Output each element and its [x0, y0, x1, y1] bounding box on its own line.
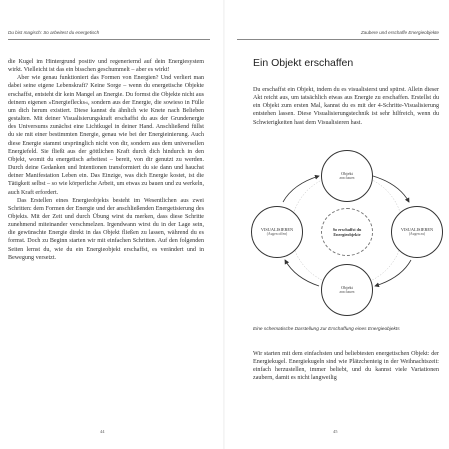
node-left-title: VISUALISIEREN: [260, 226, 294, 232]
section-heading: Ein Objekt erschaffen: [253, 57, 354, 69]
node-right-title: VISUALISIEREN: [400, 226, 434, 232]
node-top: [321, 150, 373, 202]
node-center-title: So erschaffst du: [332, 226, 362, 232]
node-bottom-subtitle: anschauen: [339, 290, 355, 294]
page-number-left: 44: [100, 429, 105, 434]
page-number-right: 45: [333, 429, 338, 434]
paragraph: Aber wie genau funktioniert das Formen von Energien? Und verliert man dabei seine eigene Lebenskraft? Keine Sorge – wenn du energetische Objekte erschaffst, entsteht dir kein Mangel an Energie. Du formst die Objekte nicht aus deinem eigenen »Energieflecks«, sondern aus der Energie, die sowieso in Fülle um dich herum existiert. Diese kannst du ähnlich wie Knete nach Belieben gestalten. Mit deiner Visualisierungskraft erschaffst du aus der Grundenergie des Universums zunächst eine Lichtkugel in deiner Hand. Anschließend füllst du sie mit einer bestimmten Energie, genau wie bei der Energieinierung. Auch diese Energie stammt ursprünglich nicht von dir, sondern aus dem universellen Energiefeld. Sie fließt aus der göttlichen Kraft durch dich hindurch in den Objekt, womit du energetisch arbeitest – bereit, von dir genutzt zu werden. Durch deine Gedanken und Intentionen transformiert du sie dann und hauchst deiner Manifestation Leben ein. Das Einzige, was dich Energie kostet, ist die Tätigkeit selbst – so wie körperliche Arbeit, um etwas zu bauen und zu werkeln, auch Kraft erfordert.: [8, 75, 204, 196]
visualization-cycle-diagram: [249, 150, 443, 318]
diagram-caption: Eine schematische Darstellung zur Erschaffung eines Energieobjekts: [253, 327, 400, 332]
node-bottom: [321, 264, 373, 316]
node-bottom-title: Objekt: [341, 284, 353, 290]
node-top-subtitle: anschauen: [339, 176, 355, 180]
node-top-title: Objekt: [341, 170, 353, 176]
node-center-subtitle: Energieobjekte: [333, 232, 361, 237]
paragraph: die Kugel im Hintergrund positiv und regeneriernd auf dein Energiesystem wirkt. Vielleicht ist das ein bisschen geschummelt – aber es wirkt!: [8, 59, 204, 74]
left-page: [0, 0, 224, 449]
arrow-top-right: [373, 176, 409, 202]
body-text-right-intro: [253, 86, 439, 127]
node-left-subtitle: (Augen offen): [266, 232, 288, 236]
node-right: [391, 206, 443, 258]
arrow-left-top: [283, 176, 319, 202]
header-rule: [237, 39, 439, 40]
running-head-left: Du bist magisch: So arbeitest du energetisch: [8, 30, 100, 35]
right-page: [225, 0, 449, 449]
paragraph: Das Erstellen eines Energieobjekts besteht im Wesentlichen aus zwei Schritten: dem Formen der Energie und der anschließenden Energetisierung des Objekts. Mit der Zeit und durch Übung wirst du merken, dass diese Schritte zunehmend miteinander verschmelzen. Irgendwann wirst du in der Lage sein, die gewünschte Energie direkt in das Objekt fließen zu lassen, während du es formst. Doch zu Beginn starten wir mit einfachen Schritten. Auf den folgenden Seiten lernst du, wie du ein Energieobjekt erschaffst, es verändert und in Bewegung versetzt.: [8, 197, 204, 261]
body-text-right-outro: [253, 350, 439, 383]
arrow-bottom-left: [285, 260, 319, 286]
node-right-subtitle: (Augen zu): [408, 232, 426, 236]
node-center: [321, 208, 373, 256]
arrow-right-bottom: [375, 260, 411, 286]
paragraph: Du erschaffst ein Objekt, indem du es visualisierst und spürst. Allein dieser Akt reicht aus, um tatsächlich etwas aus Energie zu erschaffen. Erstellst du ein Objekt zum ersten Mal, kannst du es mit der 4-Schritte-Visualisierung entstehen lassen. Diese Visualisierungstechnik ist sehr hilfreich, wenn du Schwierigkeiten hast dem Visualisieren hast.: [253, 87, 439, 126]
running-head-right: Zaubere und erschaffe Energieobjekte: [360, 30, 439, 35]
body-text-left: [8, 58, 204, 262]
header-rule: [8, 39, 210, 40]
node-left: [251, 206, 303, 258]
paragraph: Wir starten mit dem einfachsten und beliebtesten energetischen Objekt: der Energiekugel. Energiekugeln sind wie Plätzchenteig in der Weihnachtszeit: einfach herzustellen, immer beliebt, und du kannst viele Variationen zaubern, damit es nicht langweilig: [253, 351, 439, 382]
